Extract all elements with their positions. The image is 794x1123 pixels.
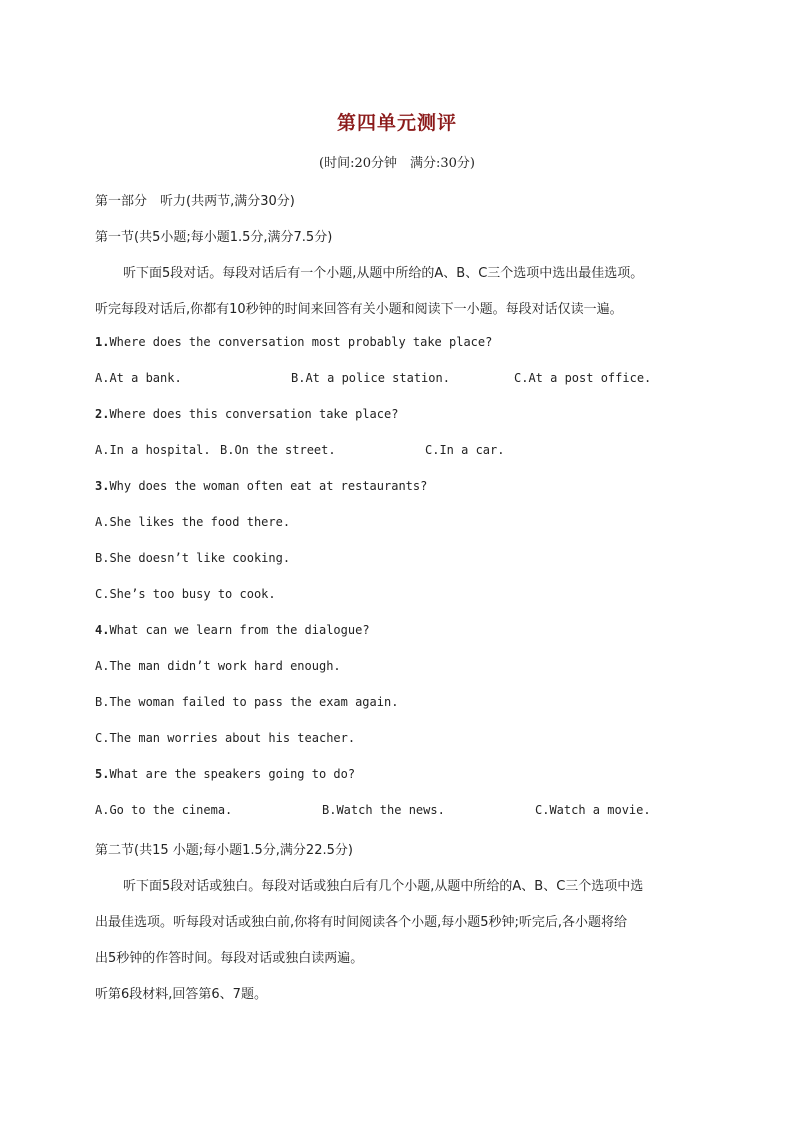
section2-instructions-line3: 出5秒钟的作答时间。每段对话或独白读两遍。: [95, 951, 364, 966]
q3-option-a[interactable]: A.She likes the food there.: [95, 515, 291, 529]
section2-instructions-line1: 听下面5段对话或独白。每段对话或独白后有几个小题,从题中所给的A、B、C三个选项中选: [123, 879, 644, 894]
question-1: [95, 335, 492, 349]
q4-option-a[interactable]: A.The man didn’t work hard enough.: [95, 659, 341, 673]
section1-instructions-line1: 听下面5段对话。每段对话后有一个小题,从题中所给的A、B、C三个选项中选出最佳选项。: [123, 266, 644, 281]
question-4: [95, 623, 370, 637]
q2-option-a[interactable]: A.In a hospital.: [95, 443, 211, 457]
section2-heading: 第二节(共15 小题;每小题1.5分,满分22.5分): [95, 843, 353, 858]
q2-option-c[interactable]: C.In a car.: [425, 443, 505, 457]
section2-instructions-line2: 出最佳选项。听每段对话或独白前,你将有时间阅读各个小题,每小题5秒钟;听完后,各小题将给: [95, 915, 628, 930]
question-number: 3.: [95, 479, 110, 493]
question-number: 1.: [95, 335, 110, 349]
exam-time-score: (时间:20分钟 满分:30分): [319, 156, 475, 171]
question-text: Why does the woman often eat at restaurants?: [109, 479, 428, 493]
question-text: Where does this conversation take place?: [109, 407, 399, 421]
question-3: [95, 479, 427, 493]
material-6-note: 听第6段材料,回答第6、7题。: [95, 987, 267, 1002]
question-2: [95, 407, 398, 421]
question-text: What can we learn from the dialogue?: [109, 623, 370, 637]
q3-option-b[interactable]: B.She doesn’t like cooking.: [95, 551, 291, 565]
page-title: 第四单元测评: [336, 112, 457, 134]
q4-option-c[interactable]: C.The man worries about his teacher.: [95, 731, 356, 745]
q5-option-c[interactable]: C.Watch a movie.: [535, 803, 651, 817]
q1-option-b[interactable]: B.At a police station.: [291, 371, 450, 385]
q2-option-b[interactable]: B.On the street.: [220, 443, 336, 457]
q5-option-b[interactable]: B.Watch the news.: [322, 803, 445, 817]
question-number: 4.: [95, 623, 110, 637]
q5-option-a[interactable]: A.Go to the cinema.: [95, 803, 233, 817]
question-number: 2.: [95, 407, 110, 421]
question-5: [95, 767, 355, 781]
q3-option-c[interactable]: C.She’s too busy to cook.: [95, 587, 276, 601]
q4-option-b[interactable]: B.The woman failed to pass the exam again.: [95, 695, 399, 709]
q1-option-a[interactable]: A.At a bank.: [95, 371, 182, 385]
section1-instructions-line2: 听完每段对话后,你都有10秒钟的时间来回答有关小题和阅读下一小题。每段对话仅读一遍。: [95, 302, 623, 317]
question-text: What are the speakers going to do?: [109, 767, 356, 781]
question-number: 5.: [95, 767, 110, 781]
question-text: Where does the conversation most probably take place?: [109, 335, 493, 349]
section1-heading: 第一节(共5小题;每小题1.5分,满分7.5分): [95, 230, 333, 245]
part1-heading: 第一部分 听力(共两节,满分30分): [95, 194, 295, 209]
q1-option-c[interactable]: C.At a post office.: [514, 371, 652, 385]
